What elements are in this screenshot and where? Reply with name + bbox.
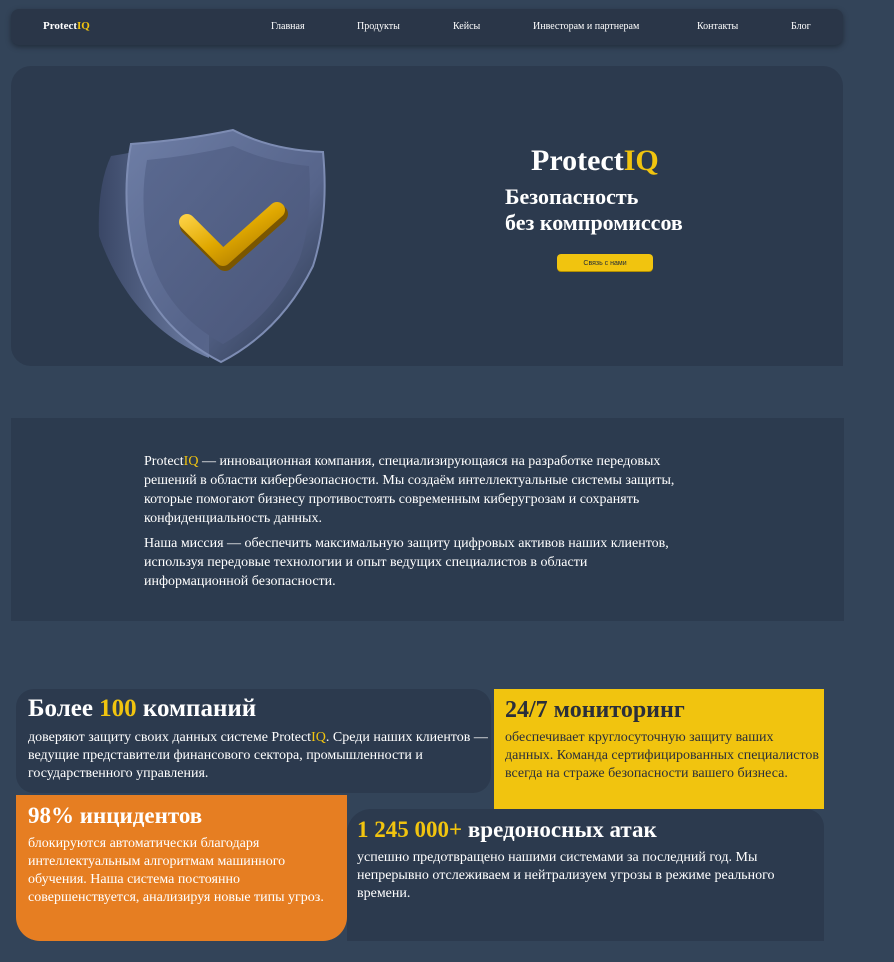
nav-item-contacts[interactable]: Контакты: [697, 21, 739, 32]
stat-companies-desc-brand: IQ: [311, 730, 326, 745]
hero-title-line2: без компромиссов: [505, 210, 683, 235]
stat-attacks-desc: успешно предотвращено нашими системами за последний год. Мы непрерывно отслеживаем и нейтрализуем угрозы в режиме реального времени.: [357, 850, 775, 901]
about-brand-protect: Protect: [144, 454, 184, 469]
nav-item-investors[interactable]: Инвесторам и партнерам: [533, 21, 640, 32]
stat-companies-title: [28, 695, 256, 723]
contact-button[interactable]: Связь с нами: [557, 254, 653, 271]
nav-logo-iq: IQ: [77, 20, 90, 32]
stat-attacks-number: 1 245 000+: [357, 817, 463, 842]
hero-brand-protect: Protect: [531, 144, 624, 177]
about-text: [144, 452, 689, 597]
hero-title-line1: Безопасность: [505, 184, 639, 209]
nav-item-home[interactable]: Главная: [271, 21, 305, 32]
about-paragraph-2: Наша миссия — обеспечить максимальную защиту цифровых активов наших клиентов, используя передовые технологии и опыт ведущих специалистов в области информационной безопасности.: [144, 536, 669, 589]
stat-companies-title-post: компаний: [136, 695, 257, 722]
about-paragraph-1-text: — инновационная компания, специализирующаяся на разработке передовых решений в области кибербезопасности. Мы создаём интеллектуальные системы защиты, которые помогают бизнесу противостоять современным киберугрозам и сохранять конфиденциальность данных.: [144, 454, 675, 526]
stat-monitoring-title: 24/7 мониторинг: [505, 697, 685, 723]
stat-companies-desc-post: . Среди наших клиентов — ведущие представители финансового сектора, промышленности и государственного управления.: [28, 730, 488, 781]
stat-incidents-desc: блокируются автоматически благодаря интеллектуальным алгоритмам машинного обучения. Наша система постоянно совершенствуется, анализируя новые типы угроз.: [28, 836, 324, 905]
hero-brand: [531, 144, 659, 178]
stat-card-monitoring: [494, 689, 824, 809]
stat-incidents-title: 98% инцидентов: [28, 803, 203, 828]
about-section: [11, 418, 844, 621]
stat-companies-number: 100: [99, 695, 137, 722]
nav-logo-protect: Protect: [43, 20, 77, 32]
stat-companies-desc: [28, 729, 488, 783]
stat-monitoring-desc: обеспечивает круглосуточную защиту ваших данных. Команда сертифицированных специалистов всегда на страже безопасности вашего бизнеса.: [505, 730, 819, 781]
nav-logo[interactable]: [43, 20, 90, 32]
stat-card-attacks: [347, 809, 824, 941]
top-nav: [11, 9, 843, 45]
stat-card-companies: [16, 689, 491, 793]
nav-item-blog[interactable]: Блог: [791, 21, 811, 32]
shield-icon: [91, 126, 341, 366]
stat-companies-desc-pre: доверяют защиту своих данных системе Protect: [28, 730, 312, 745]
hero-brand-iq: IQ: [623, 144, 659, 177]
stat-companies-title-pre: Более: [28, 695, 100, 722]
stat-attacks-title: [357, 817, 657, 843]
about-paragraph-1: [144, 452, 689, 528]
nav-item-products[interactable]: Продукты: [357, 21, 400, 32]
about-brand-iq: IQ: [183, 454, 199, 469]
hero-section: [11, 66, 843, 366]
stat-attacks-title-post: вредоносных атак: [462, 817, 657, 842]
stat-card-incidents: [16, 795, 347, 941]
nav-item-cases[interactable]: Кейсы: [453, 21, 481, 32]
hero-title: [505, 184, 683, 236]
